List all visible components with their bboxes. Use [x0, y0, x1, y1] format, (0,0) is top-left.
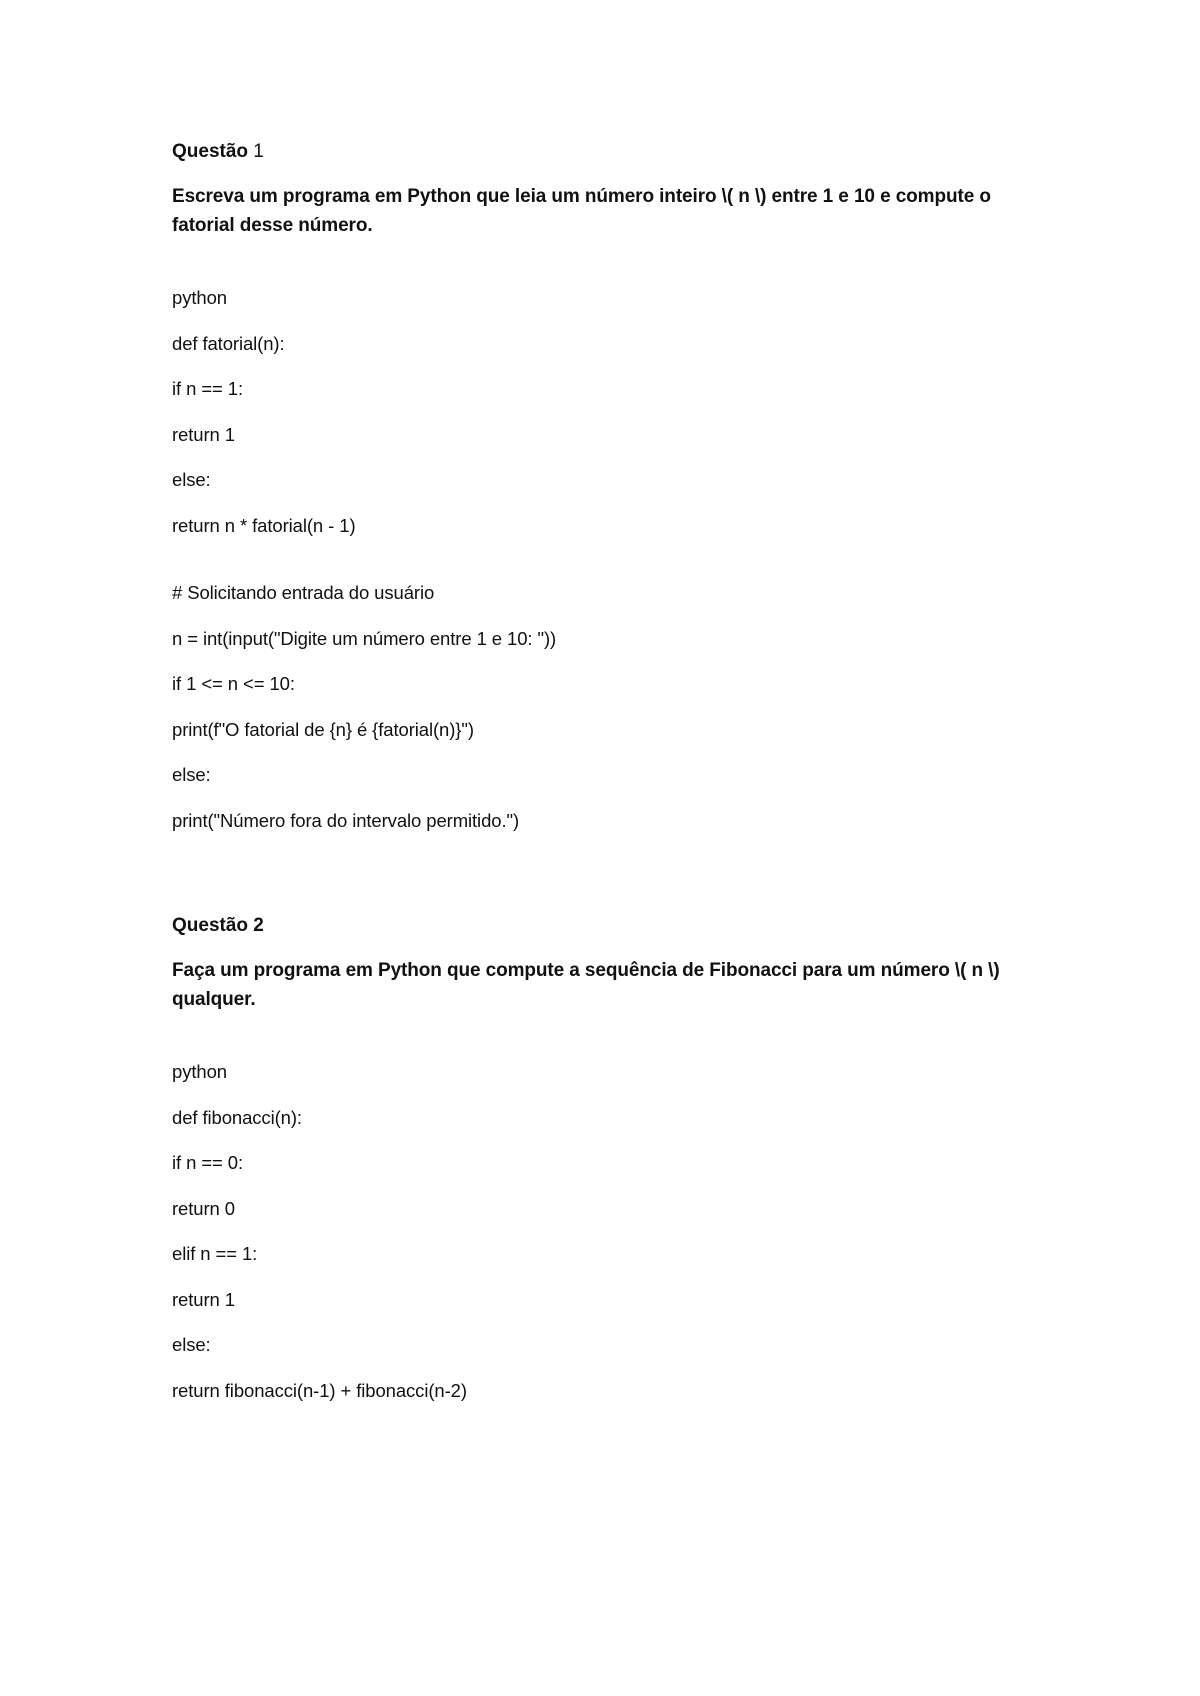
code-line: else: [172, 469, 211, 490]
code-line: return fibonacci(n-1) + fibonacci(n-2) [172, 1379, 467, 1401]
question-1-code-input [172, 581, 1052, 854]
code-line: else: [172, 764, 211, 785]
question-1-statement: Escreva um programa em Python que leia um número inteiro \( n \) entre 1 e 10 e compute o fatorial desse número. [172, 186, 991, 236]
code-line: if 1 <= n <= 10: [172, 673, 295, 694]
code-line: print(f"O fatorial de {n} é {fatorial(n)}") [172, 718, 474, 740]
code-line: def fatorial(n): [172, 332, 285, 354]
code-line: def fibonacci(n): [172, 1106, 302, 1128]
question-1-title: Questão 1 [172, 141, 264, 162]
code-line: return 1 [172, 423, 235, 445]
code-line: print("Número fora do intervalo permitido.") [172, 809, 520, 831]
question-2-statement: Faça um programa em Python que compute a sequência de Fibonacci para um número \( n \) qualquer. [172, 960, 1000, 1010]
code-line: return 1 [172, 1288, 235, 1310]
code-line: if n == 1: [172, 378, 243, 399]
code-line: # Solicitando entrada do usuário [172, 582, 435, 603]
code-line: return n * fatorial(n - 1) [172, 514, 356, 536]
code-line: return 0 [172, 1197, 235, 1219]
question-1 [172, 140, 1052, 240]
code-line: python [172, 1061, 227, 1082]
question-2-code [172, 1060, 1052, 1424]
code-line: python [172, 287, 227, 308]
code-line: else: [172, 1334, 211, 1355]
question-2-title: Questão 2 [172, 915, 264, 936]
question-1-code [172, 286, 1052, 559]
code-line: elif n == 1: [172, 1243, 258, 1264]
code-line: n = int(input("Digite um número entre 1 e 10: ")) [172, 627, 557, 649]
question-2 [172, 914, 1052, 1014]
code-line: if n == 0: [172, 1152, 243, 1173]
